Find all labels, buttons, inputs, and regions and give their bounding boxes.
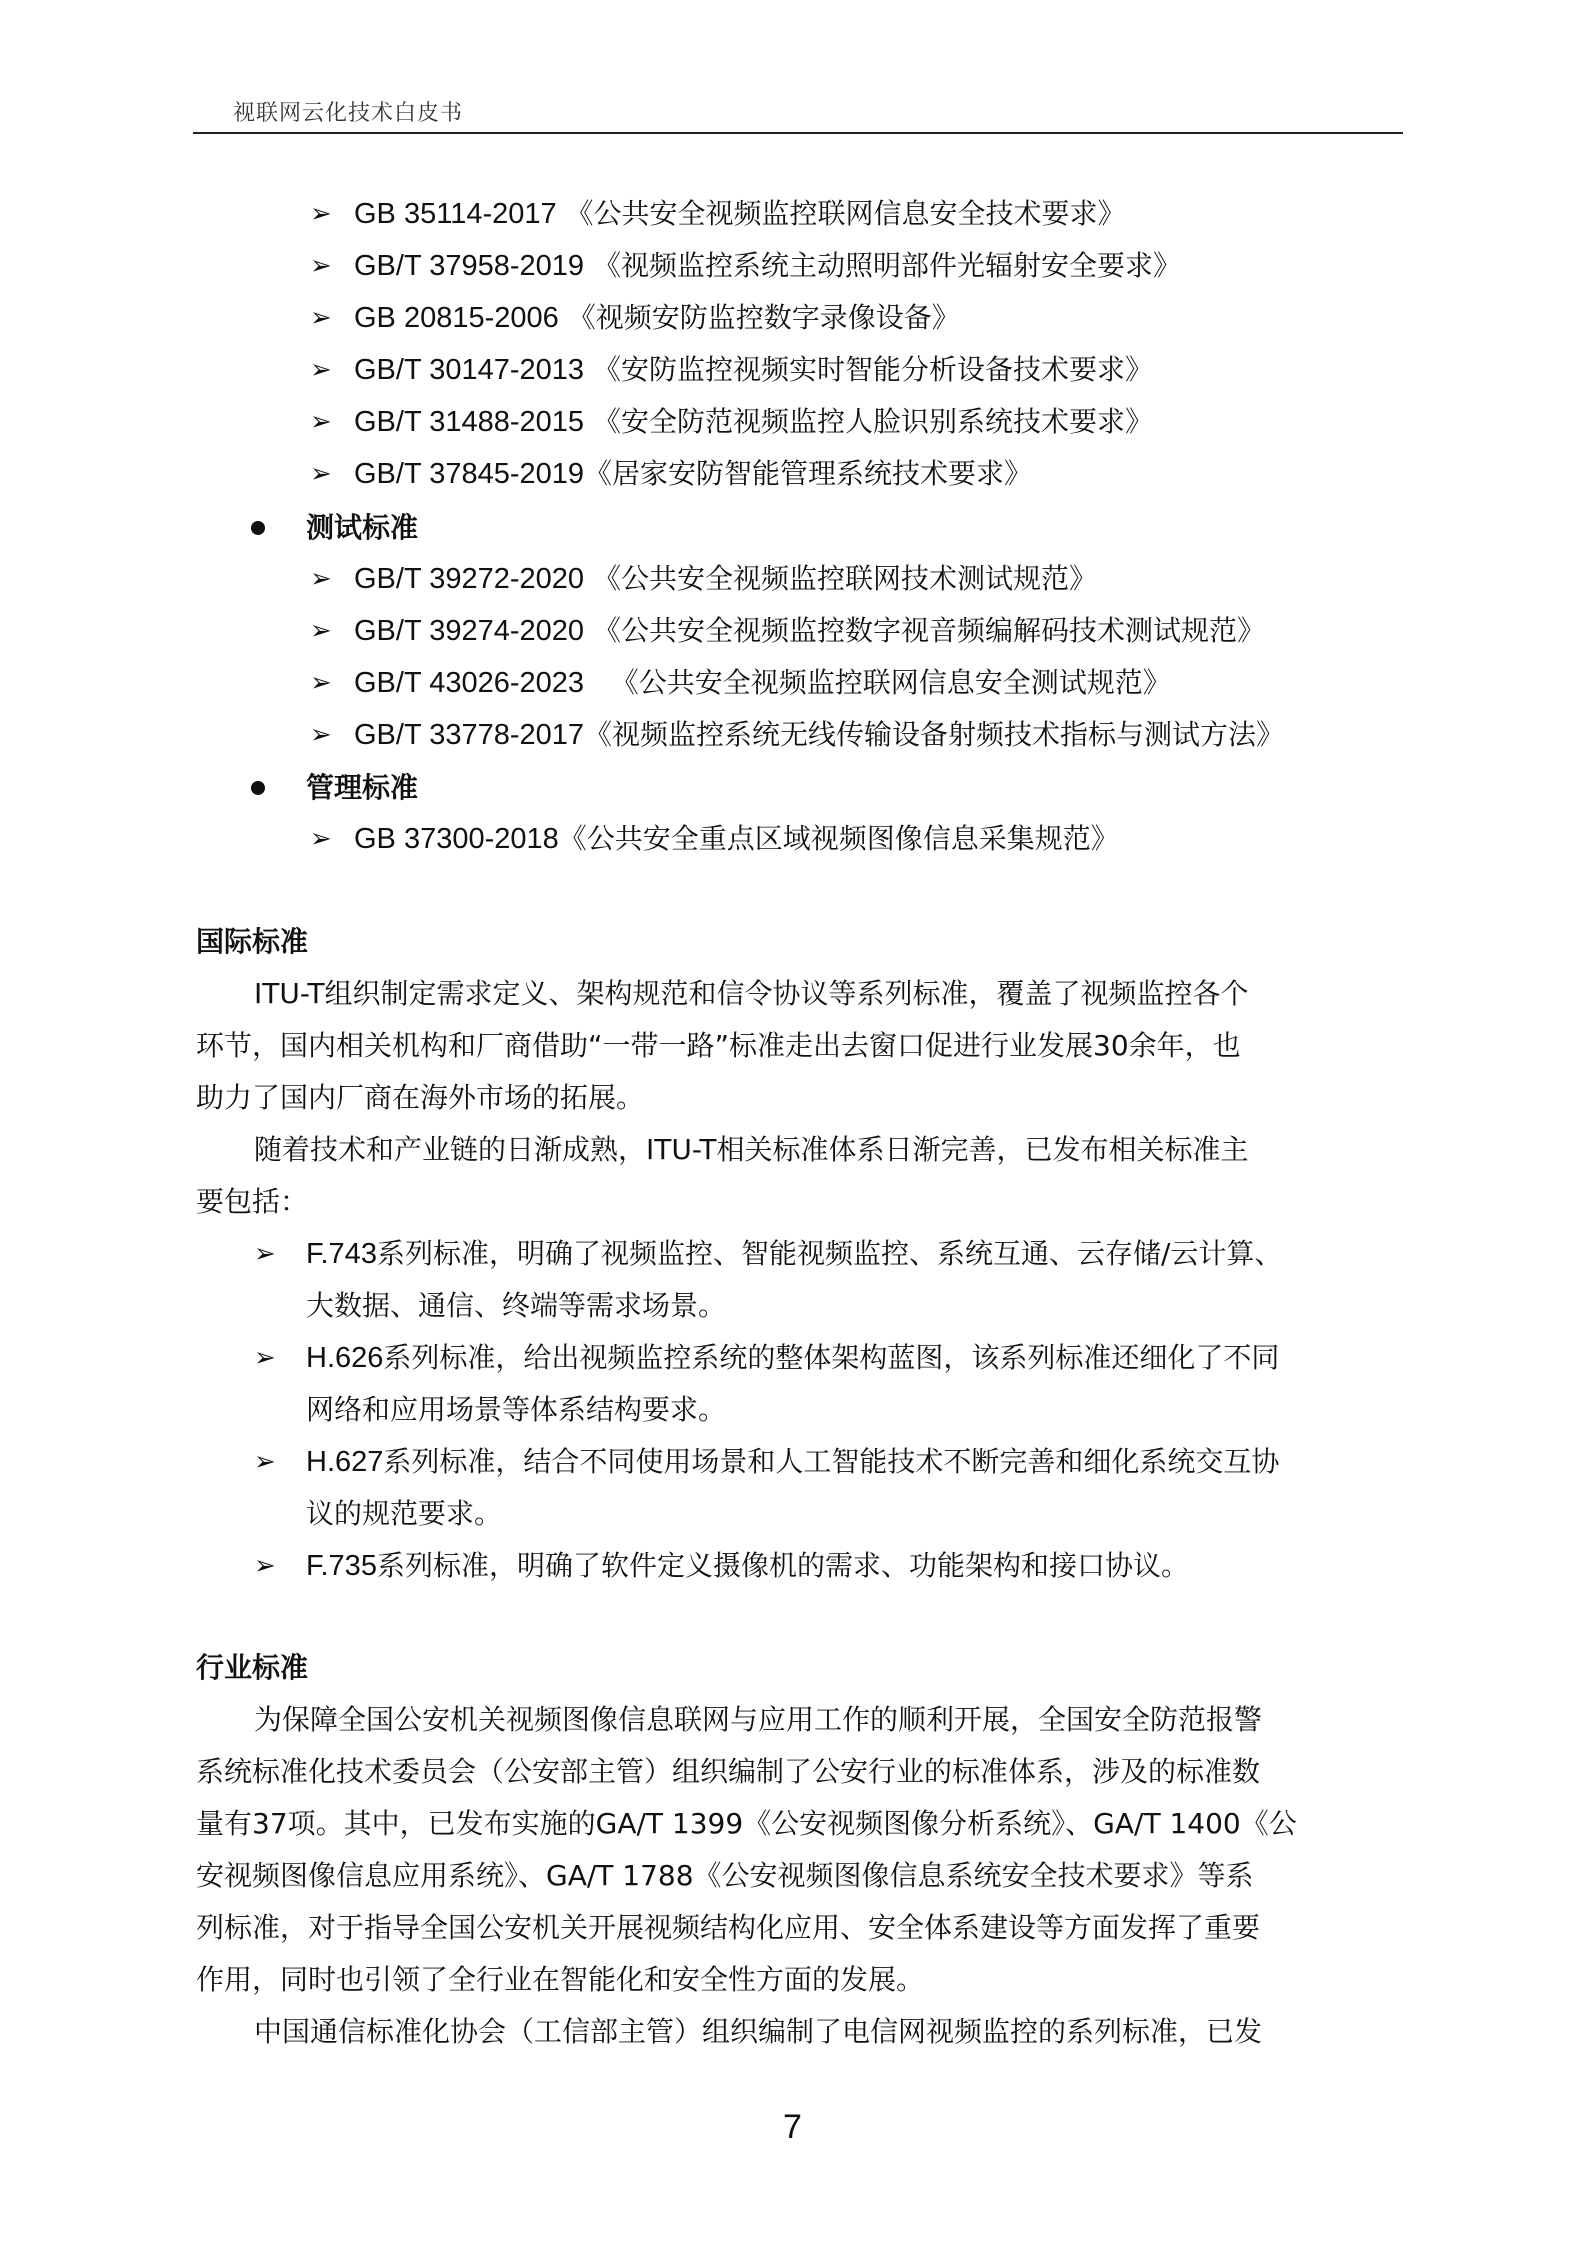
list-item <box>306 1549 1189 1582</box>
arrow-bullet-icon: ➢ <box>310 251 332 281</box>
arrow-bullet-icon: ➢ <box>310 459 332 489</box>
paragraph-line: 系统标准化技术委员会（公安部主管）组织编制了公安行业的标准体系，涉及的标准数 <box>196 1755 1261 1788</box>
arrow-bullet-icon: ➢ <box>254 1551 276 1581</box>
standard-title: 《安防监控视频实时智能分析设备技术要求》 <box>592 353 1153 386</box>
arrow-bullet-icon: ➢ <box>310 824 332 854</box>
page-number: 7 <box>783 2108 802 2146</box>
paragraph-line: 助力了国内厂商在海外市场的拓展。 <box>196 1081 645 1114</box>
paragraph-line: 安视频图像信息应用系统》、GA/T 1788《公安视频图像信息系统安全技术要求》等系 <box>196 1859 1254 1892</box>
paragraph-line: ITU-T组织制定需求定义、架构规范和信令协议等系列标准，覆盖了视频监控各个 <box>254 977 1249 1010</box>
list-item-continuation: 议的规范要求。 <box>306 1497 503 1530</box>
list-item-continuation: 网络和应用场景等体系结构要求。 <box>306 1393 727 1426</box>
list-item <box>354 249 1181 282</box>
arrow-bullet-icon: ➢ <box>254 1447 276 1477</box>
arrow-bullet-icon: ➢ <box>310 616 332 646</box>
standard-code: GB 35114-2017 <box>354 198 557 230</box>
list-item <box>354 562 1097 595</box>
paragraph-line: 为保障全国公安机关视频图像信息联网与应用工作的顺利开展，全国安全防范报警 <box>254 1703 1263 1736</box>
bullet-dot-icon <box>251 781 265 795</box>
standard-title: 《公共安全视频监控数字视音频编解码技术测试规范》 <box>592 614 1265 647</box>
standard-code: F.743 <box>306 1238 377 1270</box>
standard-code: GB 37300-2018 <box>354 823 559 855</box>
list-item <box>354 718 1285 751</box>
list-item-text: 系列标准，结合不同使用场景和人工智能技术不断完善和细化系统交互协 <box>383 1445 1280 1478</box>
arrow-bullet-icon: ➢ <box>310 199 332 229</box>
list-item <box>354 197 1126 230</box>
standard-code: GB/T 33778-2017 <box>354 719 585 751</box>
paragraph-line: 列标准，对于指导全国公安机关开展视频结构化应用、安全体系建设等方面发挥了重要 <box>196 1911 1261 1944</box>
heading-industry: 行业标准 <box>196 1651 309 1684</box>
list-item <box>354 614 1265 647</box>
arrow-bullet-icon: ➢ <box>310 303 332 333</box>
standard-title: 《视频安防监控数字录像设备》 <box>567 301 960 334</box>
arrow-bullet-icon: ➢ <box>310 668 332 698</box>
list-item-text: 系列标准，明确了软件定义摄像机的需求、功能架构和接口协议。 <box>376 1549 1189 1582</box>
standard-code: GB 20815-2006 <box>354 302 559 334</box>
list-item <box>354 301 960 334</box>
standard-title: 《公共安全视频监控联网信息安全测试规范》 <box>610 666 1171 699</box>
standard-title: 《公共安全视频监控联网技术测试规范》 <box>592 562 1097 595</box>
list-item <box>354 457 1033 490</box>
list-item <box>306 1341 1280 1374</box>
paragraph-line: 作用，同时也引领了全行业在智能化和安全性方面的发展。 <box>196 1963 925 1996</box>
list-item <box>354 405 1153 438</box>
list-item-text: 系列标准，给出视频监控系统的整体架构蓝图，该系列标准还细化了不同 <box>383 1341 1280 1374</box>
standard-code: GB/T 39274-2020 <box>354 615 585 647</box>
arrow-bullet-icon: ➢ <box>254 1239 276 1269</box>
paragraph-line: 随着技术和产业链的日渐成熟，ITU-T相关标准体系日渐完善，已发布相关标准主 <box>254 1133 1249 1166</box>
list-item <box>306 1237 1283 1270</box>
section-heading-test: 测试标准 <box>306 511 419 544</box>
list-item <box>354 822 1119 855</box>
standard-code: GB/T 43026-2023 <box>354 667 585 699</box>
paragraph-line: 中国通信标准化协会（工信部主管）组织编制了电信网视频监控的系列标准，已发 <box>254 2015 1263 2048</box>
standard-code: H.627 <box>306 1446 384 1478</box>
standard-title: 《公共安全视频监控联网信息安全技术要求》 <box>565 197 1126 230</box>
section-heading-management: 管理标准 <box>306 771 419 804</box>
standard-code: H.626 <box>306 1342 384 1374</box>
standard-code: GB/T 37845-2019 <box>354 458 585 490</box>
standard-title: 《公共安全重点区域视频图像信息采集规范》 <box>558 822 1119 855</box>
paragraph-line: 要包括： <box>196 1185 309 1218</box>
standard-title: 《视频监控系统主动照明部件光辐射安全要求》 <box>592 249 1181 282</box>
header-title: 视联网云化技术白皮书 <box>233 101 464 126</box>
arrow-bullet-icon: ➢ <box>310 720 332 750</box>
standard-code: GB/T 37958-2019 <box>354 250 585 282</box>
list-item <box>354 353 1153 386</box>
list-item-continuation: 大数据、通信、终端等需求场景。 <box>306 1289 727 1322</box>
list-item <box>306 1445 1280 1478</box>
standard-code: F.735 <box>306 1550 377 1582</box>
page-header <box>193 92 1403 134</box>
bullet-dot-icon <box>251 521 265 535</box>
paragraph-line: 量有37项。其中，已发布实施的GA/T 1399《公安视频图像分析系统》、GA/T 1400《公 <box>196 1807 1297 1840</box>
standard-code: GB/T 31488-2015 <box>354 406 585 438</box>
paragraph-line: 环节，国内相关机构和厂商借助“一带一路”标准走出去窗口促进行业发展30余年，也 <box>196 1029 1241 1062</box>
arrow-bullet-icon: ➢ <box>310 564 332 594</box>
standard-title: 《居家安防智能管理系统技术要求》 <box>584 457 1033 490</box>
standard-code: GB/T 39272-2020 <box>354 563 585 595</box>
list-item-text: 系列标准，明确了视频监控、智能视频监控、系统互通、云存储/云计算、 <box>376 1237 1283 1270</box>
standard-title: 《视频监控系统无线传输设备射频技术指标与测试方法》 <box>584 718 1285 751</box>
standard-code: GB/T 30147-2013 <box>354 354 585 386</box>
arrow-bullet-icon: ➢ <box>254 1343 276 1373</box>
standard-title: 《安全防范视频监控人脸识别系统技术要求》 <box>592 405 1153 438</box>
list-item <box>354 666 1171 699</box>
arrow-bullet-icon: ➢ <box>310 407 332 437</box>
arrow-bullet-icon: ➢ <box>310 355 332 385</box>
heading-international: 国际标准 <box>196 925 309 958</box>
